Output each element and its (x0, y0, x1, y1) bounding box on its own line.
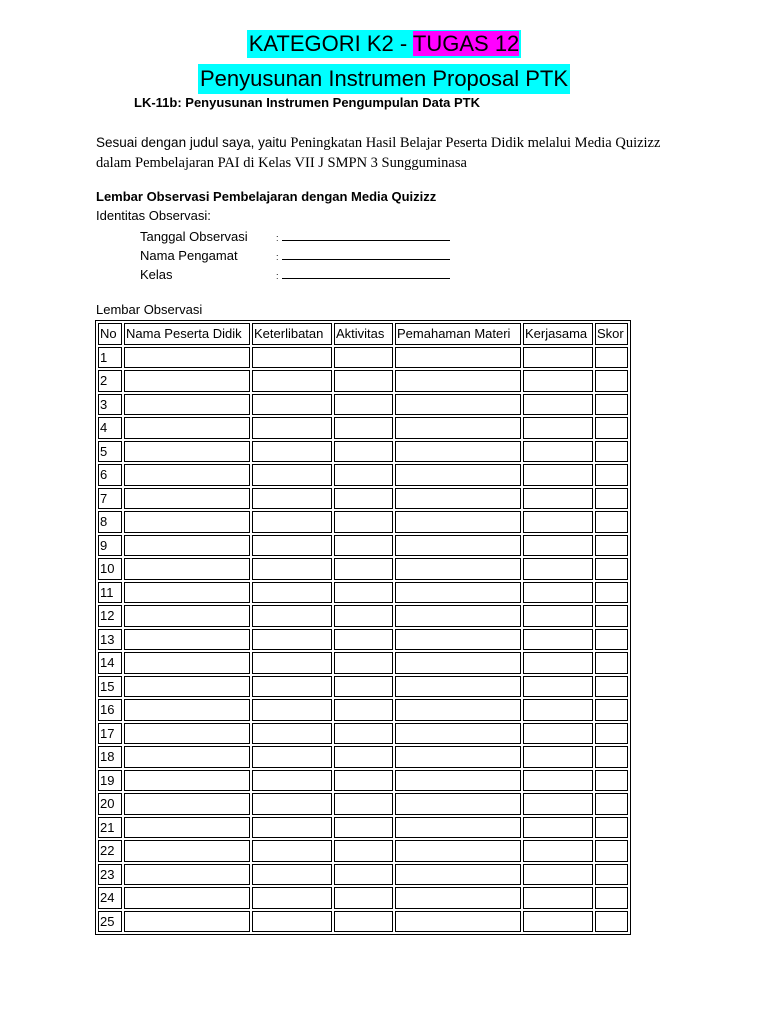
cell-nama[interactable] (124, 911, 250, 933)
cell-nama[interactable] (124, 723, 250, 745)
field-class-colon: : (276, 271, 279, 281)
cell-nama[interactable] (124, 770, 250, 792)
table-row (98, 911, 628, 933)
cell-no: 22 (98, 840, 122, 862)
table-row (98, 864, 628, 886)
title-task: TUGAS 12 (412, 31, 520, 56)
table-row (98, 582, 628, 604)
cell-kerjasama[interactable] (523, 746, 593, 768)
cell-pemahaman[interactable] (395, 488, 521, 510)
cell-aktivitas[interactable] (334, 840, 393, 862)
cell-kerjasama[interactable] (523, 723, 593, 745)
cell-nama[interactable] (124, 840, 250, 862)
table-row (98, 770, 628, 792)
cell-aktivitas[interactable] (334, 652, 393, 674)
cell-aktivitas[interactable] (334, 535, 393, 557)
cell-no: 11 (98, 582, 122, 604)
cell-skor[interactable] (595, 464, 628, 486)
cell-nama[interactable] (124, 370, 250, 392)
identity-label: Identitas Observasi: (96, 208, 211, 223)
cell-keterlibatan[interactable] (252, 840, 332, 862)
cell-kerjasama[interactable] (523, 394, 593, 416)
cell-pemahaman[interactable] (395, 347, 521, 369)
cell-pemahaman[interactable] (395, 652, 521, 674)
cell-nama[interactable] (124, 793, 250, 815)
cell-keterlibatan[interactable] (252, 770, 332, 792)
cell-keterlibatan[interactable] (252, 582, 332, 604)
cell-kerjasama[interactable] (523, 558, 593, 580)
cell-pemahaman[interactable] (395, 840, 521, 862)
cell-pemahaman[interactable] (395, 864, 521, 886)
table-row (98, 840, 628, 862)
table-row (98, 652, 628, 674)
cell-no: 12 (98, 605, 122, 627)
title-block (0, 30, 768, 94)
cell-pemahaman[interactable] (395, 394, 521, 416)
cell-skor[interactable] (595, 394, 628, 416)
cell-aktivitas[interactable] (334, 793, 393, 815)
col-header-nama: Nama Peserta Didik (124, 323, 250, 345)
cell-skor[interactable] (595, 676, 628, 698)
field-observer-colon: : (276, 252, 279, 262)
cell-no: 23 (98, 864, 122, 886)
cell-keterlibatan[interactable] (252, 511, 332, 533)
cell-nama[interactable] (124, 558, 250, 580)
cell-aktivitas[interactable] (334, 911, 393, 933)
cell-nama[interactable] (124, 417, 250, 439)
cell-nama[interactable] (124, 605, 250, 627)
cell-aktivitas[interactable] (334, 605, 393, 627)
cell-aktivitas[interactable] (334, 370, 393, 392)
identity-fields (140, 227, 450, 284)
cell-no: 16 (98, 699, 122, 721)
cell-no: 7 (98, 488, 122, 510)
cell-skor[interactable] (595, 723, 628, 745)
cell-nama[interactable] (124, 511, 250, 533)
table-row (98, 793, 628, 815)
cell-pemahaman[interactable] (395, 887, 521, 909)
page-title (247, 30, 522, 58)
field-date-colon: : (276, 233, 279, 243)
table-row (98, 723, 628, 745)
table-row (98, 511, 628, 533)
cell-kerjasama[interactable] (523, 770, 593, 792)
cell-keterlibatan[interactable] (252, 676, 332, 698)
cell-nama[interactable] (124, 535, 250, 557)
cell-no: 6 (98, 464, 122, 486)
cell-no: 14 (98, 652, 122, 674)
cell-kerjasama[interactable] (523, 347, 593, 369)
cell-aktivitas[interactable] (334, 817, 393, 839)
observation-title: Lembar Observasi Pembelajaran dengan Media Quizizz (96, 189, 437, 204)
cell-skor[interactable] (595, 699, 628, 721)
cell-kerjasama[interactable] (523, 652, 593, 674)
cell-kerjasama[interactable] (523, 676, 593, 698)
cell-keterlibatan[interactable] (252, 488, 332, 510)
field-observer (140, 246, 450, 265)
cell-keterlibatan[interactable] (252, 441, 332, 463)
cell-skor[interactable] (595, 605, 628, 627)
col-header-kerjasama: Kerjasama (523, 323, 593, 345)
cell-skor[interactable] (595, 629, 628, 651)
cell-aktivitas[interactable] (334, 488, 393, 510)
cell-no: 4 (98, 417, 122, 439)
cell-aktivitas[interactable] (334, 864, 393, 886)
cell-aktivitas[interactable] (334, 464, 393, 486)
table-row (98, 488, 628, 510)
field-class-label: Kelas (140, 267, 173, 282)
cell-keterlibatan[interactable] (252, 370, 332, 392)
cell-skor[interactable] (595, 840, 628, 862)
cell-kerjasama[interactable] (523, 817, 593, 839)
cell-no: 25 (98, 911, 122, 933)
cell-no: 19 (98, 770, 122, 792)
cell-pemahaman[interactable] (395, 370, 521, 392)
cell-skor[interactable] (595, 817, 628, 839)
cell-skor[interactable] (595, 911, 628, 933)
cell-nama[interactable] (124, 746, 250, 768)
cell-nama[interactable] (124, 699, 250, 721)
cell-kerjasama[interactable] (523, 582, 593, 604)
cell-skor[interactable] (595, 582, 628, 604)
col-header-aktivitas: Aktivitas (334, 323, 393, 345)
cell-no: 1 (98, 347, 122, 369)
cell-skor[interactable] (595, 488, 628, 510)
cell-skor[interactable] (595, 370, 628, 392)
cell-no: 3 (98, 394, 122, 416)
cell-keterlibatan[interactable] (252, 746, 332, 768)
cell-skor[interactable] (595, 558, 628, 580)
page-subtitle: Penyusunan Instrumen Proposal PTK (198, 64, 570, 94)
cell-kerjasama[interactable] (523, 511, 593, 533)
cell-keterlibatan[interactable] (252, 629, 332, 651)
table-row (98, 558, 628, 580)
cell-pemahaman[interactable] (395, 723, 521, 745)
cell-pemahaman[interactable] (395, 699, 521, 721)
intro-prefix: Sesuai dengan judul saya, yaitu (96, 135, 291, 150)
cell-aktivitas[interactable] (334, 582, 393, 604)
cell-pemahaman[interactable] (395, 746, 521, 768)
cell-keterlibatan[interactable] (252, 911, 332, 933)
cell-pemahaman[interactable] (395, 629, 521, 651)
cell-keterlibatan[interactable] (252, 605, 332, 627)
field-date-line[interactable] (282, 228, 450, 241)
field-observer-line[interactable] (282, 247, 450, 260)
intro-paragraph (96, 133, 736, 173)
table-row (98, 441, 628, 463)
cell-nama[interactable] (124, 864, 250, 886)
lk-heading: LK-11b: Penyusunan Instrumen Pengumpulan Data PTK (134, 95, 480, 110)
cell-keterlibatan[interactable] (252, 652, 332, 674)
cell-no: 17 (98, 723, 122, 745)
intro-title-line1: Peningkatan Hasil Belajar Peserta Didik melalui Media Quizizz (290, 135, 661, 151)
cell-skor[interactable] (595, 770, 628, 792)
cell-kerjasama[interactable] (523, 605, 593, 627)
cell-keterlibatan[interactable] (252, 793, 332, 815)
intro-title-line2: dalam Pembelajaran PAI di Kelas VII J SMPN 3 Sungguminasa (96, 155, 467, 171)
col-header-pemahaman: Pemahaman Materi (395, 323, 521, 345)
cell-kerjasama[interactable] (523, 840, 593, 862)
title-category: KATEGORI K2 - (248, 31, 413, 56)
cell-kerjasama[interactable] (523, 793, 593, 815)
field-class (140, 265, 450, 284)
cell-pemahaman[interactable] (395, 441, 521, 463)
cell-keterlibatan[interactable] (252, 417, 332, 439)
cell-pemahaman[interactable] (395, 605, 521, 627)
cell-aktivitas[interactable] (334, 746, 393, 768)
cell-keterlibatan[interactable] (252, 699, 332, 721)
cell-no: 9 (98, 535, 122, 557)
cell-kerjasama[interactable] (523, 629, 593, 651)
col-header-keterlibatan: Keterlibatan (252, 323, 332, 345)
cell-skor[interactable] (595, 746, 628, 768)
cell-aktivitas[interactable] (334, 676, 393, 698)
cell-nama[interactable] (124, 394, 250, 416)
field-class-line[interactable] (282, 266, 450, 279)
cell-aktivitas[interactable] (334, 629, 393, 651)
cell-aktivitas[interactable] (334, 394, 393, 416)
cell-keterlibatan[interactable] (252, 347, 332, 369)
table-row (98, 605, 628, 627)
cell-aktivitas[interactable] (334, 417, 393, 439)
table-row (98, 699, 628, 721)
cell-aktivitas[interactable] (334, 347, 393, 369)
table-row (98, 370, 628, 392)
cell-keterlibatan[interactable] (252, 723, 332, 745)
cell-aktivitas[interactable] (334, 558, 393, 580)
cell-no: 10 (98, 558, 122, 580)
cell-no: 20 (98, 793, 122, 815)
cell-no: 15 (98, 676, 122, 698)
cell-no: 24 (98, 887, 122, 909)
cell-aktivitas[interactable] (334, 770, 393, 792)
cell-keterlibatan[interactable] (252, 817, 332, 839)
cell-no: 18 (98, 746, 122, 768)
cell-kerjasama[interactable] (523, 464, 593, 486)
cell-skor[interactable] (595, 864, 628, 886)
table-row (98, 629, 628, 651)
cell-keterlibatan[interactable] (252, 887, 332, 909)
cell-keterlibatan[interactable] (252, 394, 332, 416)
cell-nama[interactable] (124, 887, 250, 909)
cell-nama[interactable] (124, 347, 250, 369)
observation-table (95, 320, 631, 935)
cell-kerjasama[interactable] (523, 699, 593, 721)
cell-skor[interactable] (595, 793, 628, 815)
table-row (98, 394, 628, 416)
cell-nama[interactable] (124, 629, 250, 651)
cell-pemahaman[interactable] (395, 464, 521, 486)
table-row (98, 746, 628, 768)
cell-aktivitas[interactable] (334, 699, 393, 721)
cell-pemahaman[interactable] (395, 511, 521, 533)
cell-skor[interactable] (595, 347, 628, 369)
cell-pemahaman[interactable] (395, 793, 521, 815)
cell-aktivitas[interactable] (334, 887, 393, 909)
cell-kerjasama[interactable] (523, 417, 593, 439)
col-header-no: No (98, 323, 122, 345)
table-row (98, 676, 628, 698)
cell-skor[interactable] (595, 535, 628, 557)
field-observer-label: Nama Pengamat (140, 248, 238, 263)
table-row (98, 347, 628, 369)
cell-kerjasama[interactable] (523, 535, 593, 557)
cell-skor[interactable] (595, 417, 628, 439)
cell-pemahaman[interactable] (395, 911, 521, 933)
table-row (98, 464, 628, 486)
cell-skor[interactable] (595, 652, 628, 674)
cell-keterlibatan[interactable] (252, 558, 332, 580)
cell-kerjasama[interactable] (523, 911, 593, 933)
cell-pemahaman[interactable] (395, 417, 521, 439)
cell-skor[interactable] (595, 511, 628, 533)
table-row (98, 887, 628, 909)
cell-pemahaman[interactable] (395, 535, 521, 557)
cell-nama[interactable] (124, 582, 250, 604)
cell-pemahaman[interactable] (395, 770, 521, 792)
cell-kerjasama[interactable] (523, 887, 593, 909)
cell-kerjasama[interactable] (523, 488, 593, 510)
col-header-skor: Skor (595, 323, 628, 345)
cell-kerjasama[interactable] (523, 441, 593, 463)
cell-keterlibatan[interactable] (252, 464, 332, 486)
sheet-label: Lembar Observasi (96, 302, 203, 317)
cell-kerjasama[interactable] (523, 370, 593, 392)
cell-aktivitas[interactable] (334, 441, 393, 463)
cell-nama[interactable] (124, 817, 250, 839)
cell-pemahaman[interactable] (395, 558, 521, 580)
cell-keterlibatan[interactable] (252, 535, 332, 557)
table-row (98, 817, 628, 839)
cell-no: 13 (98, 629, 122, 651)
cell-no: 21 (98, 817, 122, 839)
cell-kerjasama[interactable] (523, 864, 593, 886)
cell-pemahaman[interactable] (395, 582, 521, 604)
cell-nama[interactable] (124, 652, 250, 674)
cell-nama[interactable] (124, 464, 250, 486)
field-date (140, 227, 450, 246)
table-row (98, 535, 628, 557)
cell-pemahaman[interactable] (395, 817, 521, 839)
cell-nama[interactable] (124, 488, 250, 510)
cell-skor[interactable] (595, 887, 628, 909)
cell-aktivitas[interactable] (334, 511, 393, 533)
cell-skor[interactable] (595, 441, 628, 463)
cell-no: 8 (98, 511, 122, 533)
cell-nama[interactable] (124, 676, 250, 698)
cell-keterlibatan[interactable] (252, 864, 332, 886)
cell-pemahaman[interactable] (395, 676, 521, 698)
cell-no: 2 (98, 370, 122, 392)
cell-no: 5 (98, 441, 122, 463)
cell-nama[interactable] (124, 441, 250, 463)
field-date-label: Tanggal Observasi (140, 229, 248, 244)
cell-aktivitas[interactable] (334, 723, 393, 745)
table-header-row (98, 323, 628, 345)
table-row (98, 417, 628, 439)
